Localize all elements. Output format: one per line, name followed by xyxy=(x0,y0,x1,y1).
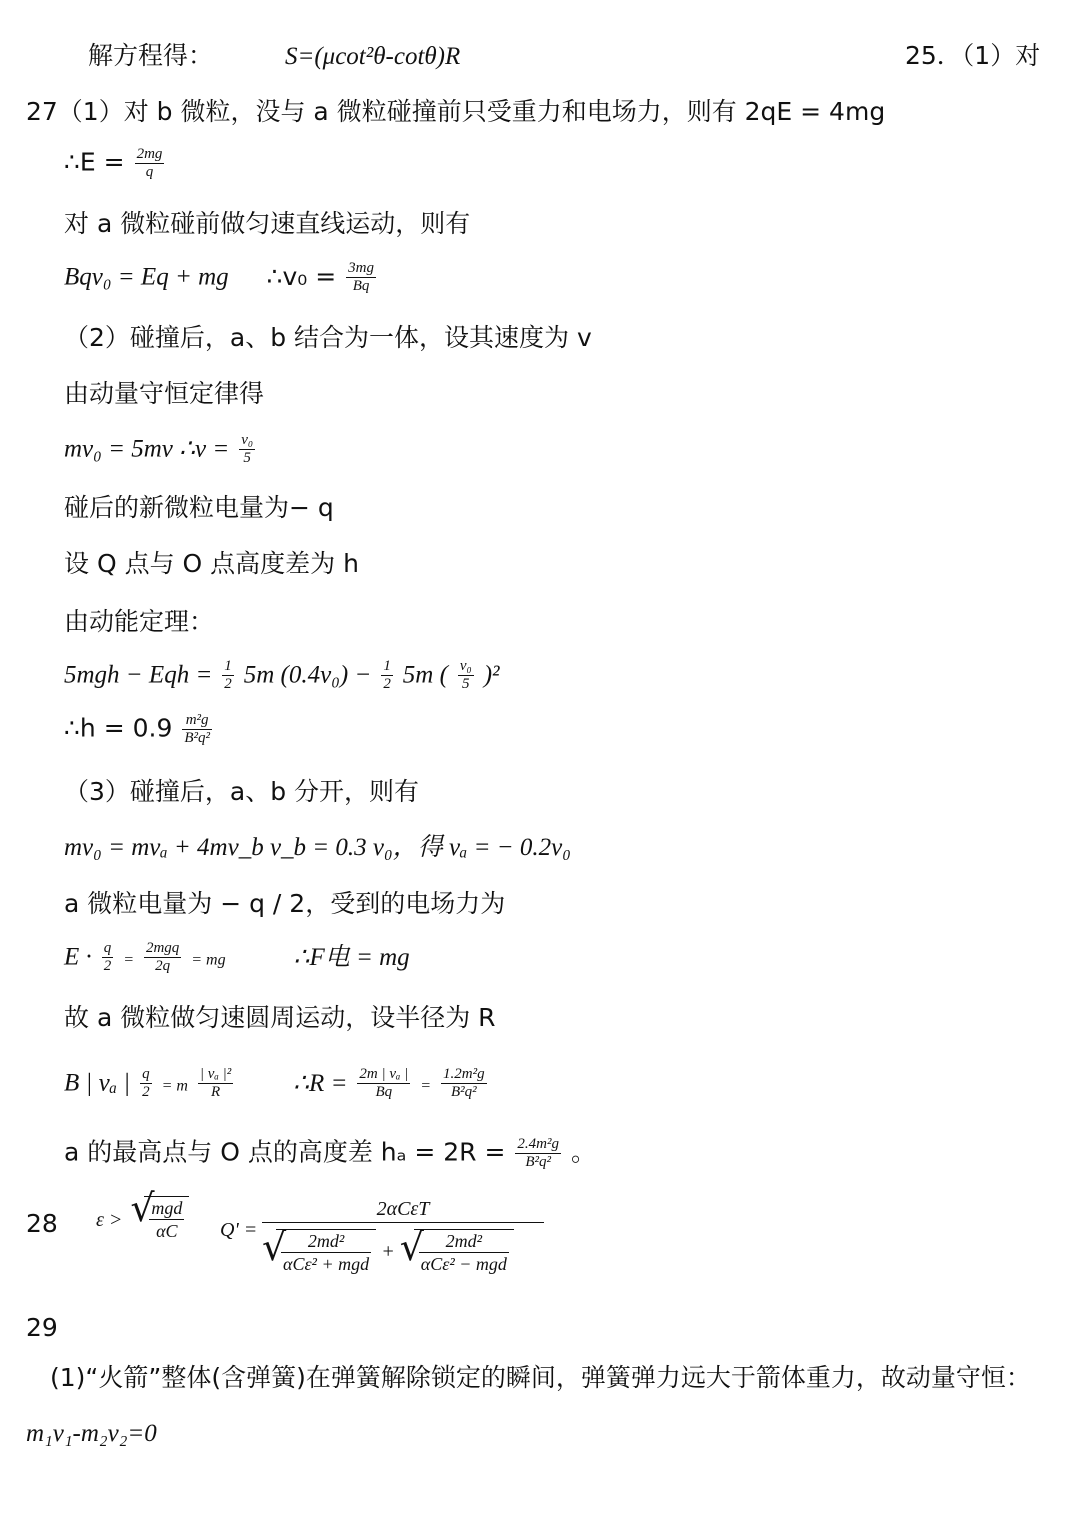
fraction xyxy=(140,1066,152,1101)
fraction xyxy=(381,658,393,693)
line-29-eq: m₁v₁-m₂v₂=0 xyxy=(26,1420,157,1447)
fraction xyxy=(441,1066,487,1101)
line-force xyxy=(64,940,410,977)
denominator xyxy=(262,1229,544,1275)
fraction xyxy=(346,260,376,295)
text: 。 xyxy=(570,1137,596,1167)
denominator: q xyxy=(145,164,154,180)
line-E xyxy=(64,146,166,181)
numerator: 3mg xyxy=(348,260,374,276)
fraction xyxy=(198,1066,233,1101)
denominator: αC xyxy=(156,1221,178,1241)
line-h xyxy=(64,712,214,747)
denominator: 2 xyxy=(142,1084,150,1100)
fraction-Q xyxy=(262,1196,544,1275)
text: ∴h = 0.9 xyxy=(64,713,173,743)
numerator: q xyxy=(142,1066,150,1082)
line-a-before: 对 a 微粒碰前做匀速直线运动，则有 xyxy=(64,209,471,238)
fraction xyxy=(458,658,474,693)
fraction xyxy=(222,658,234,693)
denominator: αCε² − mgd xyxy=(420,1254,507,1274)
label-29: 29 xyxy=(26,1313,58,1342)
numerator: q xyxy=(103,940,112,956)
numerator: v₀ xyxy=(459,658,472,674)
denominator: 2 xyxy=(224,676,232,692)
fraction xyxy=(182,712,212,747)
numerator: 2mgq xyxy=(145,940,180,956)
numerator: 2αCεT xyxy=(262,1196,544,1223)
square-root xyxy=(262,1229,376,1275)
formula: = m xyxy=(161,1077,188,1095)
formula: ∴R = xyxy=(293,1069,348,1097)
denominator: B²q² xyxy=(450,1084,477,1100)
line-v xyxy=(64,432,257,467)
formula: )² xyxy=(483,661,500,689)
formula: 5m (0.4v₀) − xyxy=(243,661,372,689)
line-height: 设 Q 点与 O 点高度差为 h xyxy=(64,549,359,578)
fraction xyxy=(281,1230,371,1275)
denominator: 2q xyxy=(155,958,171,974)
denominator: Bq xyxy=(352,278,370,294)
denominator: R xyxy=(210,1084,221,1100)
square-root xyxy=(400,1229,514,1275)
line-29-1: (1)“火箭”整体(含弹簧)在弹簧解除锁定的瞬间，弹簧弹力远大于箭体重力，故动量守恒： xyxy=(50,1363,1031,1392)
fraction xyxy=(102,940,114,975)
line-energy-eq xyxy=(64,658,500,693)
formula: S=(μcot²θ-cotθ)R xyxy=(284,43,461,70)
formula: Bqv₀ = Eq + mg xyxy=(64,263,229,291)
formula: mv₀ = 5mv ∴v = xyxy=(64,435,230,463)
formula: = mg xyxy=(191,951,226,969)
line-solve xyxy=(88,40,460,73)
formula: + xyxy=(381,1240,395,1263)
denominator: 5 xyxy=(243,450,251,466)
formula: B | vₐ | xyxy=(64,1069,131,1097)
numerator: m²g xyxy=(182,712,212,730)
fraction xyxy=(135,146,165,181)
numerator: √ mgd xyxy=(151,1198,183,1218)
text: a 的最高点与 O 点的高度差 hₐ = 2R = xyxy=(64,1137,506,1167)
numerator: v₀ xyxy=(241,432,254,448)
line-part2: （2）碰撞后，a、b 结合为一体，设其速度为 v xyxy=(64,323,592,352)
formula: ε > xyxy=(96,1209,123,1231)
numerator: 2mg xyxy=(136,146,163,162)
line-a-charge: a 微粒电量为 − q / 2，受到的电场力为 xyxy=(64,889,506,918)
denominator: 2 xyxy=(383,676,391,692)
numerator: 2m | vₐ | xyxy=(359,1066,409,1082)
denominator: αCε² + mgd xyxy=(283,1254,370,1274)
label-28: 28 xyxy=(26,1209,58,1238)
fraction xyxy=(149,1197,184,1242)
formula: 5m ( xyxy=(402,661,448,689)
numerator: | vₐ |² xyxy=(199,1066,232,1082)
line-27-1: 27（1）对 b 微粒，没与 a 微粒碰撞前只受重力和电场力，则有 2qE = 4mg xyxy=(26,97,886,126)
denominator: 2 xyxy=(103,958,112,974)
numerator: 2.4m²g xyxy=(517,1136,559,1152)
formula: = xyxy=(420,1077,432,1095)
fraction xyxy=(419,1230,509,1275)
numerator: √ 2md² xyxy=(419,1230,509,1253)
square-root xyxy=(130,1196,189,1242)
line-charge: 碰后的新微粒电量为− q xyxy=(64,493,334,522)
formula: ∴F电 = mg xyxy=(293,943,410,971)
line-radius xyxy=(64,1066,489,1103)
fraction xyxy=(515,1136,561,1171)
formula: 5mgh − Eqh = xyxy=(64,661,213,689)
line-v0 xyxy=(64,260,378,295)
line-25: 25．（1）对 xyxy=(905,41,1041,70)
line-energy: 由动能定理： xyxy=(64,607,215,636)
line-circle: 故 a 微粒做匀速圆周运动，设半径为 R xyxy=(64,1003,496,1032)
fraction xyxy=(144,940,181,975)
denominator: B²q² xyxy=(184,730,210,746)
numerator: 1.2m²g xyxy=(442,1066,485,1082)
line-part3: （3）碰撞后，a、b 分开，则有 xyxy=(64,777,420,806)
line-highest xyxy=(64,1136,596,1171)
formula: = xyxy=(123,951,134,969)
formula: E · xyxy=(64,943,92,971)
line-momentum: 由动量守恒定律得 xyxy=(64,379,265,408)
line-28-epsilon xyxy=(96,1196,189,1242)
denominator: B²q² xyxy=(525,1154,552,1170)
numerator: √ 2md² xyxy=(281,1230,371,1253)
formula: Q' = xyxy=(220,1219,258,1241)
line-split-momentum: mv₀ = mvₐ + 4mv_b v_b = 0.3 v₀，得 vₐ = − 0.2v₀ xyxy=(64,834,571,861)
line-28-Q xyxy=(220,1212,257,1246)
text: ∴v₀ = xyxy=(266,261,337,291)
fraction xyxy=(239,432,255,467)
denominator: Bq xyxy=(375,1084,393,1100)
text: 解方程得： xyxy=(88,41,214,70)
numerator: 1 xyxy=(224,658,232,674)
denominator: 5 xyxy=(462,676,470,692)
text: ∴E = xyxy=(64,147,125,177)
numerator: 1 xyxy=(383,658,391,674)
fraction xyxy=(357,1066,410,1101)
